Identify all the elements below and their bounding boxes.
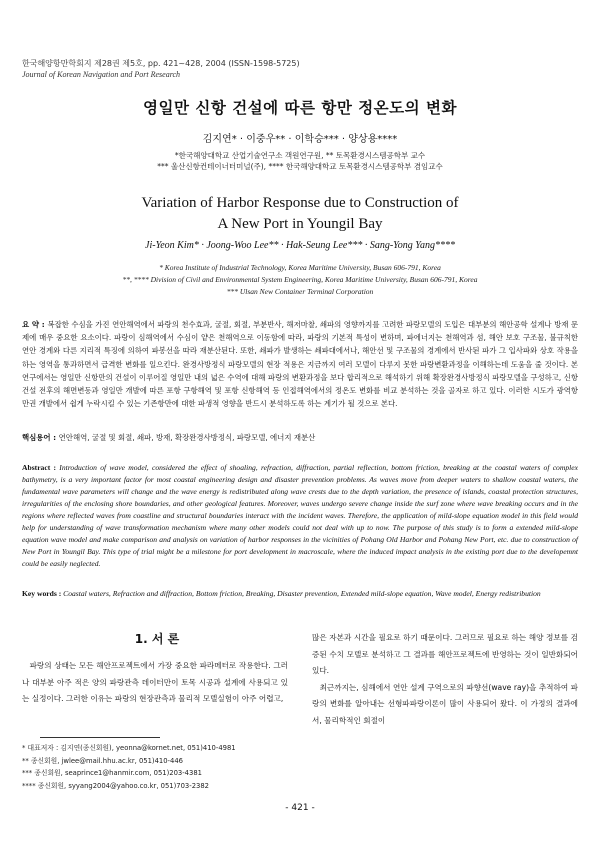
keywords-english — [22, 588, 578, 600]
affiliations-english — [0, 262, 600, 298]
affiliation-en-line: *** Ulsan New Container Terminal Corporation — [226, 287, 374, 296]
body-paragraph: 최근까지는, 심해에서 연안 설계 구역으로의 파향선(wave ray)을 추적하여 파랑의 변화를 알아내는 선형파파랑이론이 많이 사용되어 왔다. 이 가정의 결과에서, 물리학적인 회절이 — [312, 682, 578, 725]
keywords-ko-label: 핵심용어 : — [22, 433, 59, 442]
affiliation-ko-line: *** 울산신항컨테이너터미널(주), **** 한국해양대학교 토목환경시스템공학부 겸임교수 — [157, 162, 443, 171]
title-english — [0, 193, 600, 235]
page-number: - 421 - — [285, 803, 315, 813]
footnote: *** 종신회원, seaprince1@hanmir.com, 051)203-4381 — [22, 769, 202, 777]
footnote: ** 종신회원, jwlee@mail.hhu.ac.kr, 051)410-446 — [22, 756, 183, 765]
authors-korean: 김지연* · 이중우** · 이학승*** · 양상용**** — [202, 134, 398, 145]
journal-header — [22, 58, 300, 80]
title-en-line: Variation of Harbor Response due to Construction of — [141, 195, 459, 211]
abstract-en-text: Introduction of wave model, considered the effect of shoaling, refraction, diffraction, partial reflection, bottom friction, breaking at the coastal waters of complex bathymetry, is a very important factor for most coastal engineering design and disaster prevention problems. As waves move from deeper waters to shallow coastal waters, the fundamental wave parameters will change and the wave energy is redistributed along wave crests due to the depth variation, the presence of islands, coastal protection structures, irregularities of the enclosing shore boundaries, and other geological features. Moreover, waves undergo severe change inside the surf zone where wave breaking occurs and in the regions where reflected waves from coastline and structural boundaries interact with the incident waves. Therefore, the application of mild-slope equation model in this field would help for understanding of wave transformation mechanism where many other models could not deal with up to now. The purpose of this study is to form a extended mild-slope equation wave model and make comparison and analysis on variation of harbor responses in the vicinities of Pohang Old Harbor and Pohang New Port, etc. due to construction of New Port in Youngil Bay. This type of trial might be a milestone for port development in macroscale, where the induced impact analysis in the existing port due to the developemnt could be easily neglected. — [22, 463, 578, 568]
abstract-english — [22, 462, 578, 570]
keywords-ko-text: 연안해역, 굴절 및 회절, 쇄파, 방재, 확장완경사방정식, 파랑모델, 에너지 재분산 — [58, 433, 316, 442]
keywords-en-text: Coastal waters, Refraction and diffraction, Bottom friction, Breaking, Disaster prevention, Extended mild-slope equation, Wave model, Energy redistribution — [63, 589, 541, 598]
journal-citation: 한국해양항만학회지 제28권 제5호, pp. 421~428, 2004 (ISSN-1598-5725) — [22, 59, 300, 68]
affiliation-en-line: **, **** Division of Civil and Environmental System Engineering, Korea Maritime University, Busan 606-791, Korea — [122, 275, 478, 284]
keywords-en-label: Key words : — [22, 589, 64, 598]
keywords-korean — [22, 432, 578, 444]
section-heading: 1. 서 론 — [134, 632, 180, 646]
footnote-divider — [40, 737, 160, 738]
footnotes — [22, 742, 236, 792]
title-korean: 영일만 신항 건설에 따른 항만 정온도의 변화 — [143, 99, 457, 117]
affiliation-ko-line: *한국해양대학교 산업기술연구소 객원연구원, ** 토목환경시스템공학부 교수 — [174, 151, 426, 160]
body-paragraph: 많은 자본과 시간을 필요로 하기 때문이다. 그러므로 필요로 하는 해양 정보를 검증된 수치 모델로 분석하고 그 결과를 해안프로젝트에 반영하는 것이 일반화되어 있다. — [312, 633, 578, 676]
affiliation-en-line: * Korea Institute of Industrial Technology, Korea Maritime University, Busan 606-791, Korea — [159, 263, 441, 272]
authors-english: Ji-Yeon Kim* · Joong-Woo Lee** · Hak-Seung Lee*** · Sang-Yong Yang**** — [145, 240, 455, 251]
abstract-korean — [22, 318, 578, 410]
footnote: * 대표저자 : 김지연(종신회원), yeonna@kornet.net, 051)410-4981 — [22, 744, 236, 752]
body-left-column — [22, 658, 288, 708]
affiliations-korean — [0, 150, 600, 172]
abstract-ko-label: 요 약 : — [22, 320, 48, 329]
body-paragraph: 파랑의 상태는 모든 해안프로젝트에서 가장 중요한 파라메터로 작용한다. 그러나 대부분 아주 적은 양의 파랑관측 데이터만이 토목 시공과 설계에 사용되고 있는 실정이다. 그러한 이유는 파랑의 현장관측과 물리적 모델실험이 아주 어렵고, — [22, 661, 288, 704]
journal-name: Journal of Korean Navigation and Port Research — [22, 70, 181, 79]
body-right-column — [312, 630, 578, 730]
abstract-en-label: Abstract : — [22, 463, 60, 472]
abstract-ko-text: 복잡한 수심을 가진 연안해역에서 파랑의 천수효과, 굴절, 회절, 부분반사, 해저마찰, 쇄파의 영향까지를 고려한 파랑모델의 도입은 대부분의 해안공학 설계나 방재 문제에 매우 중요한 요소이다. 파랑이 심해역에서 수심이 얕은 천해역으로 이동함에 따라, 파랑의 기본적 특성이 변하며, 파에너지는 천해역과 섬, 해안 보호 구조물, 불규칙한 연안 경계와 다른 지리적 특징에 의하여 파봉선을 따라 재분산된다. 또한, 쇄파가 발생하는 쇄파대에서나, 해안선 및 구조물의 경계에서 반사된 파가 그 입사파와 상호 작용을 하는 영역을 통과하면서 급격한 변화를 일으킨다. 완경사방정식 파랑모델의 현장 적용은 지금까지 여러 모델이 다루지 못한 파랑변환과정을 이해하는데 도움을 줄 것이다. 본 연구에서는 영일만 신항만의 건설이 이루어질 영일만 내의 넓은 수역에 대해 파랑의 변환과정을 보다 합리적으로 해석하기 위해 확장완경사방정식 파랑모델을 구성하고, 신항건설 전후의 해면변동과 영일만 개발에 따른 포항 구항해역 및 포항 신항해역 등 인접해역에서의 정온도 변화를 비교 분석하는 것을 골자로 하고 있다. 이러한 시도가 광역항만권 개발에서 쉽게 누락시킬 수 있는 기존항만에 대한 파생적 영향을 반드시 분석하도록 하는 계기가 될 것으로 본다. — [22, 320, 578, 409]
title-en-line: A New Port in Youngil Bay — [217, 216, 383, 232]
footnote: **** 종신회원, syyang2004@yahoo.co.kr, 051)703-2382 — [22, 781, 209, 790]
